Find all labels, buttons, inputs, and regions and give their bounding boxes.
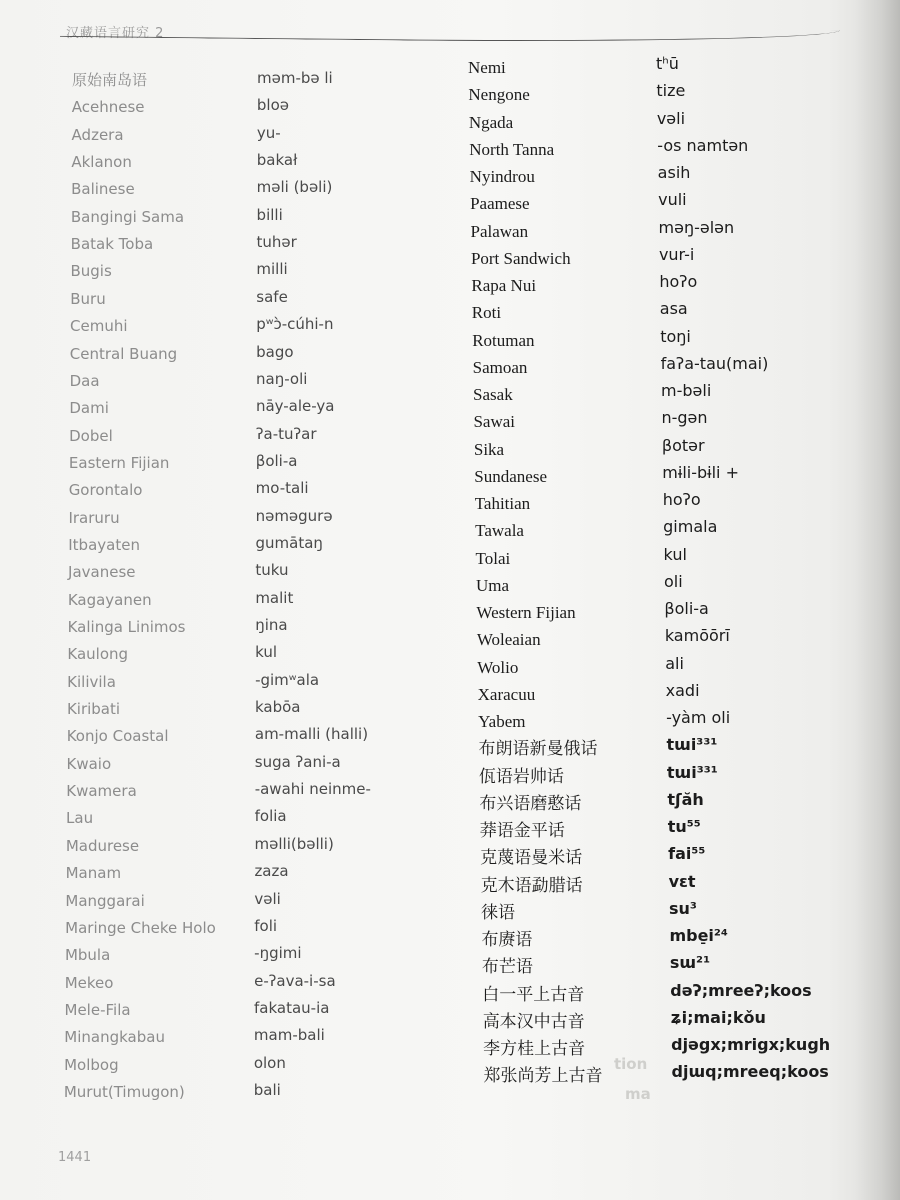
language-name: Kalinga Linimos xyxy=(67,618,186,636)
language-name: Kilivila xyxy=(67,672,116,691)
language-name: Kwamera xyxy=(66,782,137,801)
word-form: safe xyxy=(256,287,288,306)
word-form: asih xyxy=(657,163,691,182)
word-form: ŋina xyxy=(255,616,288,634)
language-name: Maringe Cheke Holo xyxy=(65,918,216,937)
language-name: Sika xyxy=(473,439,505,459)
language-name: Acehnese xyxy=(71,98,145,117)
language-name: Tahitian xyxy=(474,494,531,513)
word-form: fai⁵⁵ xyxy=(668,844,706,864)
word-form: folia xyxy=(254,807,287,826)
word-form: suga ʔani-a xyxy=(254,752,341,771)
language-name: North Tanna xyxy=(469,139,555,159)
language-name: Nengone xyxy=(468,85,530,105)
word-form: pʷɔ̀-cúhi-n xyxy=(256,315,334,334)
word-form: nāy-ale-ya xyxy=(255,397,335,416)
word-form: kul xyxy=(663,544,687,564)
word-form: hoʔo xyxy=(662,490,701,509)
language-name: Madurese xyxy=(65,836,140,855)
word-form: kamōōrī xyxy=(664,626,730,646)
language-name: Javanese xyxy=(68,563,136,582)
language-name: Minangkabau xyxy=(64,1028,165,1047)
language-name: Dobel xyxy=(69,426,113,445)
language-name: 布兴语磨憨话 xyxy=(479,793,582,813)
word-form: mam-bali xyxy=(253,1026,325,1045)
language-name: Rotuman xyxy=(472,330,535,350)
word-form: tize xyxy=(656,81,686,101)
language-name: Balinese xyxy=(71,180,135,199)
language-name: Mele-Fila xyxy=(64,1000,131,1019)
language-name: Yabem xyxy=(478,712,526,731)
word-form: tʃăh xyxy=(667,789,704,809)
language-name: Paamese xyxy=(470,194,530,214)
word-form: sɯ²¹ xyxy=(669,953,711,973)
language-name: Tolai xyxy=(475,548,511,568)
word-form: bago xyxy=(256,342,294,361)
word-form: oli xyxy=(663,571,683,591)
language-name: Bangingi Sama xyxy=(70,207,185,226)
language-name: 布芒语 xyxy=(481,957,533,977)
word-form: bloə xyxy=(256,96,290,115)
word-form: gimala xyxy=(663,517,718,537)
word-form: vəli xyxy=(656,108,686,128)
language-name: Kagayanen xyxy=(67,590,152,609)
language-name: Mekeo xyxy=(64,973,114,992)
word-form: mbe̠i²⁴ xyxy=(669,926,728,945)
language-name: Eastern Fijian xyxy=(68,453,170,472)
language-name: 布赓语 xyxy=(481,930,533,949)
language-name: Iraruru xyxy=(68,508,120,527)
word-form: -gimʷala xyxy=(255,670,320,689)
word-form: vəli xyxy=(254,889,281,908)
word-form: bakał xyxy=(256,151,298,170)
language-name: Roti xyxy=(471,303,502,323)
word-form: mo-tali xyxy=(255,479,309,498)
word-form: kul xyxy=(255,643,278,662)
word-form: n-gən xyxy=(661,408,708,428)
word-form: kabōa xyxy=(254,698,301,717)
word-form: βoli-a xyxy=(255,451,298,470)
language-name: Kiribati xyxy=(66,700,121,719)
word-form: e-ʔava-i-sa xyxy=(254,971,336,990)
language-name: Mbula xyxy=(64,946,111,965)
word-form: βoli-a xyxy=(664,599,709,618)
word-form: hoʔo xyxy=(659,272,698,291)
language-name: Manam xyxy=(65,864,122,883)
word-form: xadi xyxy=(665,680,700,700)
language-name: Woleaian xyxy=(476,630,541,650)
word-form: fakatau-ia xyxy=(254,998,330,1017)
language-name: Lau xyxy=(66,809,94,828)
language-name: 李方桂上古音 xyxy=(483,1039,586,1058)
word-form: tɯi³³¹ xyxy=(666,735,718,755)
running-head: 汉藏语言研究 2 xyxy=(66,26,165,41)
word-form: ʔa-tuʔar xyxy=(255,424,317,443)
language-name: Dami xyxy=(69,399,109,418)
word-form: mɨli-bɨli + xyxy=(662,462,739,482)
language-name: Rapa Nui xyxy=(471,276,537,295)
language-name: 克木语勐腊话 xyxy=(480,875,583,895)
word-form: djəgx;mrigx;kugh xyxy=(671,1035,831,1054)
language-name: Central Buang xyxy=(69,344,178,363)
word-form: -ŋgimi xyxy=(254,944,302,963)
word-form: milli xyxy=(256,260,288,279)
language-name: Murut(Timugon) xyxy=(63,1082,185,1101)
language-name: 高本汉中古音 xyxy=(482,1011,585,1031)
language-name: Sawai xyxy=(473,412,515,432)
word-form: tuku xyxy=(255,561,289,580)
word-form: zaza xyxy=(254,862,289,881)
language-name: 莽语金平话 xyxy=(479,821,565,840)
word-form: məlli(bəlli) xyxy=(254,834,334,853)
language-name: Western Fijian xyxy=(476,603,576,622)
word-form: djɯq;mreeq;koos xyxy=(671,1062,829,1082)
language-name: Konjo Coastal xyxy=(66,727,169,746)
language-name: Samoan xyxy=(472,357,528,377)
word-form: faʔa-tau(mai) xyxy=(660,353,769,373)
language-name: Buru xyxy=(70,289,106,308)
language-name: Daa xyxy=(69,371,100,390)
language-name: 徕语 xyxy=(481,902,516,922)
word-form: m-bəli xyxy=(661,381,712,400)
bleed-through-text: ma xyxy=(625,1085,651,1103)
word-form: vur-i xyxy=(658,244,695,264)
language-name: Palawan xyxy=(470,221,529,241)
language-name: Manggarai xyxy=(65,891,145,910)
language-name: Sundanese xyxy=(474,466,548,486)
word-form: malit xyxy=(255,588,294,607)
word-form: billi xyxy=(256,205,283,224)
word-form: yu- xyxy=(256,123,281,142)
word-form: məm-bə li xyxy=(257,69,333,87)
language-name: Aklanon xyxy=(71,153,132,172)
language-name: Sasak xyxy=(473,385,513,404)
word-form: tu⁵⁵ xyxy=(667,817,701,836)
language-name: Wolio xyxy=(477,657,519,677)
language-name: Itbayaten xyxy=(68,535,140,554)
page-number: 1441 xyxy=(58,1150,92,1165)
language-name: 佤语岩帅话 xyxy=(478,766,564,786)
language-name: Kwaio xyxy=(66,754,112,773)
word-form: -awahi neinme- xyxy=(254,780,371,799)
word-form: βotər xyxy=(661,435,705,455)
word-form: nəməgurə xyxy=(255,506,333,525)
language-name: Xaracuu xyxy=(477,684,536,704)
word-form: məli (bəli) xyxy=(256,178,333,197)
word-form: vuli xyxy=(658,190,687,210)
word-form: asa xyxy=(659,299,688,319)
language-name: Tawala xyxy=(475,521,524,541)
word-form: toŋi xyxy=(660,326,691,346)
language-name: 白一平上古音 xyxy=(482,984,585,1004)
language-name: Bugis xyxy=(70,262,112,281)
word-form: foli xyxy=(254,916,278,935)
language-name: Batak Toba xyxy=(70,235,154,254)
language-name: Kaulong xyxy=(67,645,129,664)
word-form: tuhər xyxy=(256,233,297,252)
language-name: 郑张尚芳上古音 xyxy=(483,1066,603,1086)
word-form: su³ xyxy=(669,898,697,918)
word-form: naŋ-oli xyxy=(256,369,308,388)
language-name: Nemi xyxy=(468,58,506,77)
language-name: Port Sandwich xyxy=(470,248,571,268)
word-form: tʰū xyxy=(656,54,679,73)
word-form: tɯi³³¹ xyxy=(666,762,718,782)
word-form: vɛt xyxy=(668,871,696,891)
word-form: -os namtən xyxy=(657,135,749,155)
language-name: 布朗语新曼俄话 xyxy=(478,739,598,759)
language-name: Nyindrou xyxy=(469,167,535,186)
language-name: Ngada xyxy=(468,112,514,132)
language-name: 克蔑语曼米话 xyxy=(480,848,583,868)
word-form: gumātaŋ xyxy=(255,533,323,552)
language-name: Gorontalo xyxy=(68,481,143,500)
word-form: bali xyxy=(253,1080,281,1099)
word-form: məŋ-ələn xyxy=(658,217,735,237)
bleed-through-text: tion xyxy=(614,1055,648,1073)
word-form: am-malli (halli) xyxy=(254,725,369,744)
word-form: ali xyxy=(665,653,684,673)
language-name: Cemuhi xyxy=(70,317,128,336)
language-name: 原始南岛语 xyxy=(72,71,148,89)
word-form: dəʔ;mreeʔ;koos xyxy=(670,980,812,1000)
language-name: Uma xyxy=(475,575,510,595)
word-form: -yàm oli xyxy=(666,708,731,727)
word-form: olon xyxy=(253,1053,286,1072)
language-name: Adzera xyxy=(71,125,124,144)
word-form: ʑi;mai;kǒu xyxy=(670,1007,766,1027)
language-name: Molbog xyxy=(64,1055,119,1074)
